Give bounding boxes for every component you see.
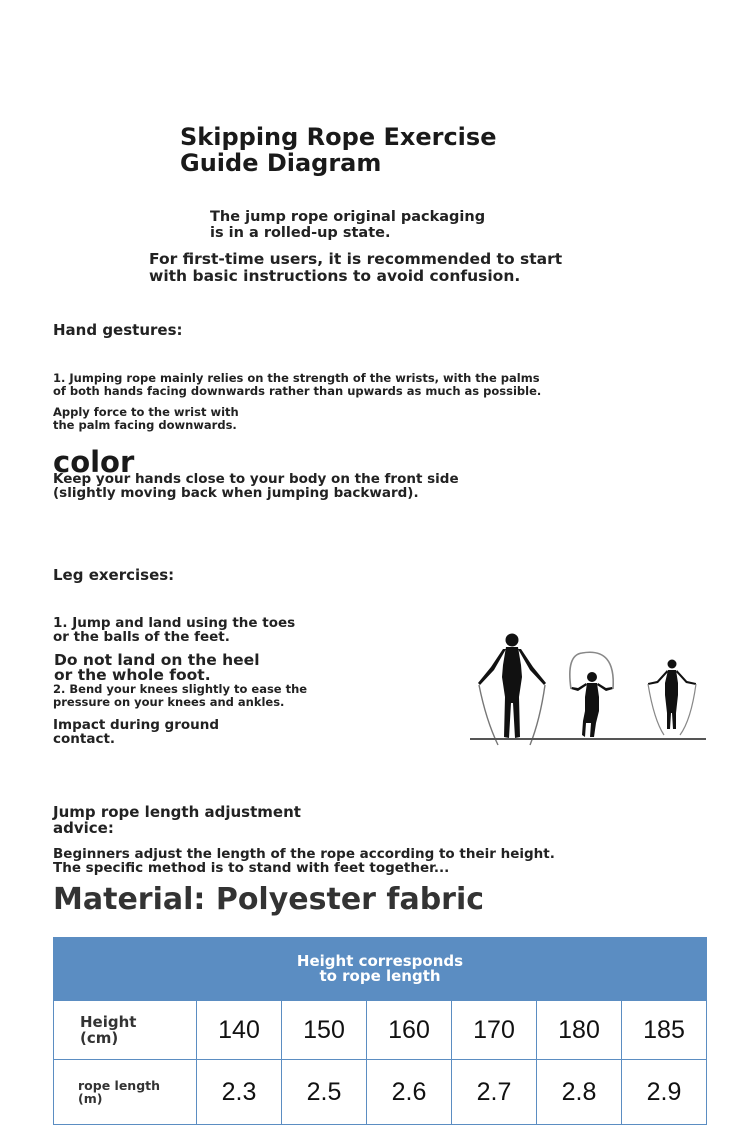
intro-packaging-text: The jump rope original packaging is in a rolled-up state. [210, 209, 486, 241]
table-row [54, 1001, 707, 1060]
jump-rope-figure-icon [466, 625, 710, 747]
color-word: color [53, 445, 135, 479]
leg-tip-3: Impact during ground contact. [53, 717, 220, 747]
material-label: Material: Polyester fabric [53, 882, 485, 917]
height-cell: 170 [452, 1001, 537, 1060]
hand-gestures-heading: Hand gestures: [53, 321, 183, 339]
height-cell: 140 [197, 1001, 282, 1060]
rope-cell: 2.7 [452, 1060, 537, 1125]
rope-cell: 2.5 [282, 1060, 367, 1125]
length-advice-text: Beginners adjust the length of the rope according to their height. The specific method is to stand with feet together... [53, 846, 555, 876]
table-row [54, 1060, 707, 1125]
height-cell: 150 [282, 1001, 367, 1060]
leg-warning: Do not land on the heel or the whole foot. [54, 651, 260, 684]
page-title: Skipping Rope Exercise Guide Diagram [180, 123, 497, 177]
hand-tip-1: 1. Jumping rope mainly relies on the strength of the wrists, with the palms of both hands facing downwards rather than upwards as much as possible. [53, 371, 542, 398]
rope-cell: 2.3 [197, 1060, 282, 1125]
hand-tip-2: Apply force to the wrist with the palm facing downwards. [53, 405, 239, 432]
length-advice-heading: Jump rope length adjustment advice: [53, 803, 301, 837]
height-label: Height (cm) [54, 1001, 197, 1060]
leg-tip-1: 1. Jump and land using the toes or the balls of the feet. [53, 615, 296, 645]
rope-cell: 2.8 [537, 1060, 622, 1125]
rope-cell: 2.6 [367, 1060, 452, 1125]
height-cell: 180 [537, 1001, 622, 1060]
hand-tip-3: Keep your hands close to your body on the front side (slightly moving back when jumping backward). [53, 471, 459, 501]
intro-first-time-text: For first-time users, it is recommended to start with basic instructions to avoid confusion. [149, 250, 563, 285]
rope-length-label: rope length (m) [54, 1060, 197, 1125]
leg-tip-2: 2. Bend your knees slightly to ease the pressure on your knees and ankles. [53, 682, 308, 709]
height-cell: 160 [367, 1001, 452, 1060]
table-header: Height corresponds to rope length [54, 938, 707, 1001]
rope-cell: 2.9 [622, 1060, 707, 1125]
leg-exercises-heading: Leg exercises: [53, 566, 175, 584]
size-table [53, 937, 707, 1125]
height-cell: 185 [622, 1001, 707, 1060]
